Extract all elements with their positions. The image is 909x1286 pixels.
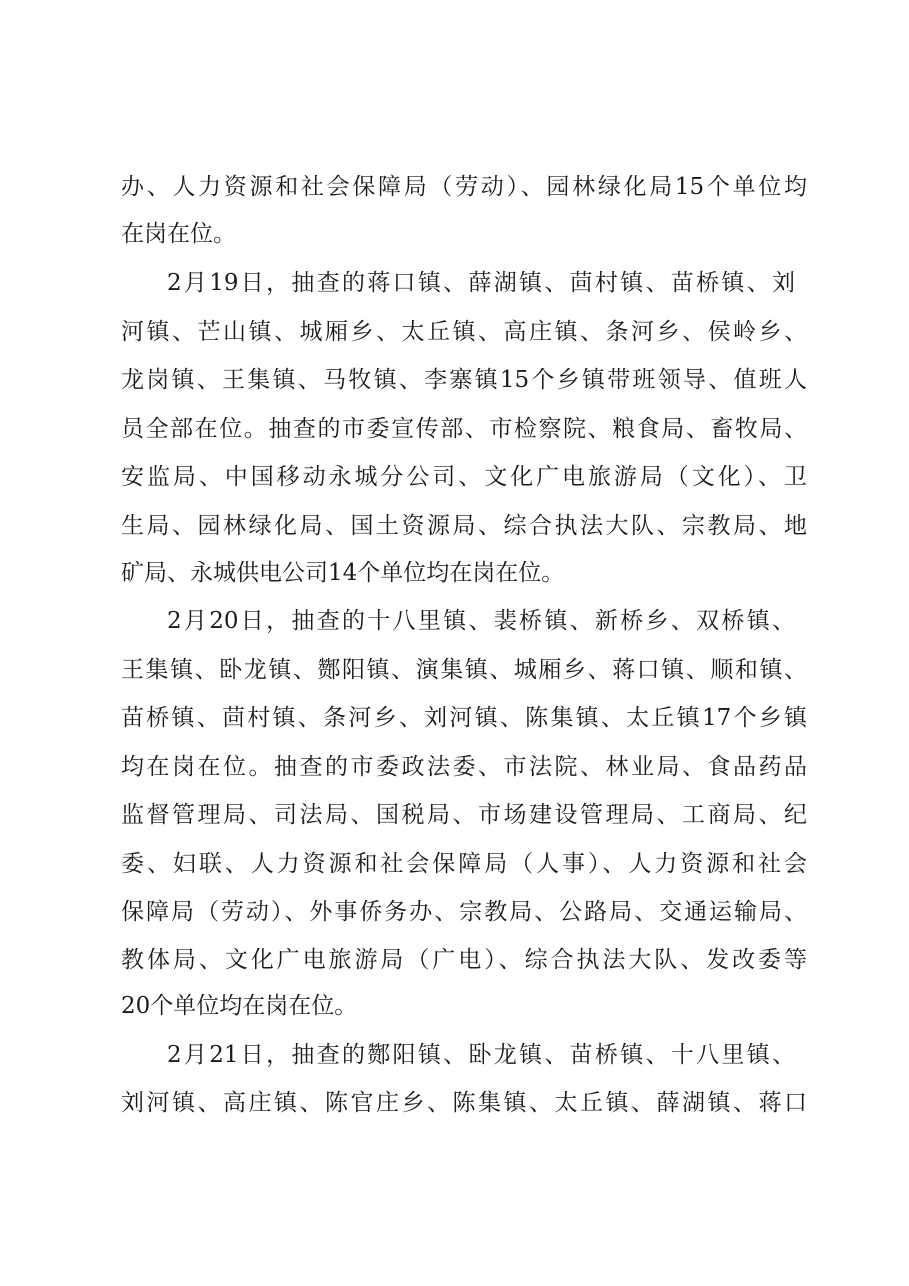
text-line: 刘河镇、高庄镇、陈官庄乡、陈集镇、太丘镇、薛湖镇、蒋口 (121, 1090, 807, 1116)
text-line: 安监局、中国移动永城分公司、文化广电旅游局（文化）、卫 (121, 464, 807, 490)
text-line: 苗桥镇、茴村镇、条河乡、刘河镇、陈集镇、太丘镇17个乡镇 (121, 705, 807, 731)
text-line: 保障局（劳动）、外事侨务办、宗教局、公路局、交通运输局、 (121, 899, 807, 925)
text-line: 矿局、永城供电公司14个单位均在岗在位。 (121, 560, 565, 586)
text-line: 委、妇联、人力资源和社会保障局（人事）、人力资源和社会 (121, 851, 807, 877)
text-line: 员全部在位。抽查的市委宣传部、市检察院、粮食局、畜牧局、 (121, 416, 807, 442)
text-line: 教体局、文化广电旅游局（广电）、综合执法大队、发改委等 (121, 947, 807, 973)
text-line: 20个单位均在岗在位。 (121, 993, 358, 1019)
text-line: 均在岗在位。抽查的市委政法委、市法院、林业局、食品药品 (121, 754, 807, 780)
text-line: 在岗在位。 (121, 221, 236, 247)
paragraph-first-line: 2月21日，抽查的酂阳镇、卧龙镇、苗桥镇、十八里镇、 (167, 1042, 795, 1068)
text-line: 王集镇、卧龙镇、酂阳镇、演集镇、城厢乡、蒋口镇、顺和镇、 (121, 657, 807, 683)
text-line: 河镇、芒山镇、城厢乡、太丘镇、高庄镇、条河乡、侯岭乡、 (121, 319, 807, 345)
text-line: 生局、园林绿化局、国土资源局、综合执法大队、宗教局、地 (121, 513, 807, 539)
paragraph-first-line: 2月20日，抽查的十八里镇、裴桥镇、新桥乡、双桥镇、 (167, 608, 795, 634)
text-line: 龙岗镇、王集镇、马牧镇、李寨镇15个乡镇带班领导、值班人 (121, 367, 807, 393)
paragraph-first-line: 2月19日，抽查的蒋口镇、薛湖镇、茴村镇、苗桥镇、刘 (167, 270, 795, 296)
text-line: 办、人力资源和社会保障局（劳动）、园林绿化局15个单位均 (121, 174, 807, 200)
text-line: 监督管理局、司法局、国税局、市场建设管理局、工商局、纪 (121, 802, 807, 828)
